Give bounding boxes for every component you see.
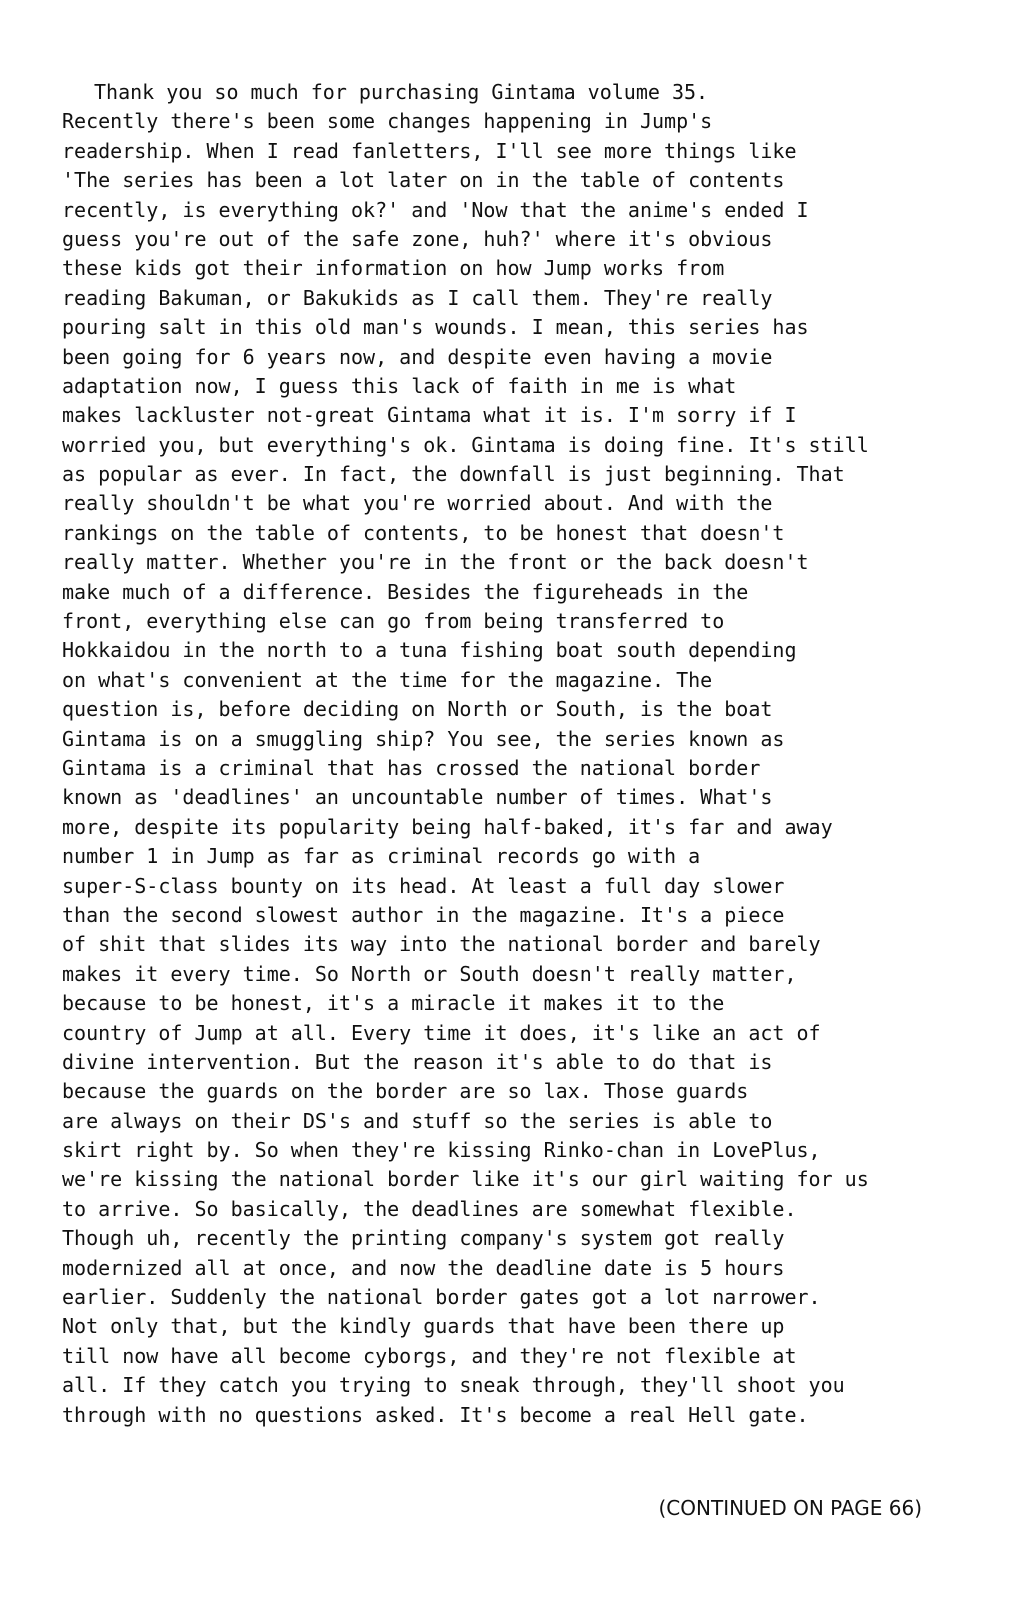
text-line: to arrive. So basically, the deadlines are somewhat flexible. [62,1196,797,1221]
text-line: worried you, but everything's ok. Gintama is doing fine. It's still [62,432,869,457]
text-line: these kids got their information on how Jump works from [62,256,725,281]
text-line: front, everything else can go from being transferred to [62,609,725,634]
text-line: on what's convenient at the time for the magazine. The [62,667,713,692]
text-line: makes it every time. So North or South doesn't really matter, [62,961,797,986]
text-line: are always on their DS's and stuff so the series is able to [62,1108,773,1133]
text-line: Hokkaidou in the north to a tuna fishing boat south depending [62,638,797,663]
text-line: Gintama is a criminal that has crossed the national border [62,755,761,780]
text-line: number 1 in Jump as far as criminal records go with a [62,844,701,869]
body-text [62,78,962,1430]
text-line: country of Jump at all. Every time it does, it's like an act of [62,1020,821,1045]
text-line: all. If they catch you trying to sneak through, they'll shoot you [62,1373,845,1398]
text-line: Gintama is on a smuggling ship? You see, the series known as [62,726,785,751]
text-line: rankings on the table of contents, to be honest that doesn't [62,520,785,545]
text-line: as popular as ever. In fact, the downfall is just beginning. That [62,462,845,487]
text-line: guess you're out of the safe zone, huh?' where it's obvious [62,226,773,251]
text-line: we're kissing the national border like it's our girl waiting for us [62,1167,869,1192]
text-line: divine intervention. But the reason it's able to do that is [62,1049,773,1074]
continued-note: (CONTINUED ON PAGE 66) [658,1496,922,1520]
text-line: really matter. Whether you're in the front or the back doesn't [62,550,809,575]
text-line: known as 'deadlines' an uncountable number of times. What's [62,785,773,810]
text-line: through with no questions asked. It's become a real Hell gate. [62,1402,809,1427]
text-line: been going for 6 years now, and despite even having a movie [62,344,773,369]
text-line: pouring salt in this old man's wounds. I mean, this series has [62,315,809,340]
text-line: skirt right by. So when they're kissing Rinko-chan in LovePlus, [62,1138,821,1163]
text-line: makes lackluster not-great Gintama what it is. I'm sorry if I [62,403,797,428]
text-line: Thank you so much for purchasing Gintama volume 35. [94,80,709,104]
text-line: modernized all at once, and now the deadline date is 5 hours [62,1255,785,1280]
text-line: earlier. Suddenly the national border gates got a lot narrower. [62,1285,821,1310]
text-line: recently, is everything ok?' and 'Now that the anime's ended I [62,197,809,222]
text-line: super-S-class bounty on its head. At least a full day slower [62,873,785,898]
text-line: adaptation now, I guess this lack of faith in me is what [62,373,737,398]
text-line: really shouldn't be what you're worried about. And with the [62,491,773,516]
text-line: more, despite its popularity being half-baked, it's far and away [62,814,833,839]
text-line: of shit that slides its way into the national border and barely [62,932,821,957]
text-line: question is, before deciding on North or South, is the boat [62,697,773,722]
text-line: make much of a difference. Besides the figureheads in the [62,579,749,604]
text-line: Not only that, but the kindly guards that have been there up [62,1314,785,1339]
text-line: reading Bakuman, or Bakukids as I call them. They're really [62,285,773,310]
text-line: than the second slowest author in the magazine. It's a piece [62,902,785,927]
text-line: readership. When I read fanletters, I'll see more things like [62,138,797,163]
text-line: Recently there's been some changes happening in Jump's [62,109,713,134]
text-line: Though uh, recently the printing company's system got really [62,1226,785,1251]
text-line: 'The series has been a lot later on in the table of contents [62,168,785,193]
text-line: because to be honest, it's a miracle it makes it to the [62,991,725,1016]
text-line: till now have all become cyborgs, and they're not flexible at [62,1343,797,1368]
text-line: because the guards on the border are so lax. Those guards [62,1079,749,1104]
